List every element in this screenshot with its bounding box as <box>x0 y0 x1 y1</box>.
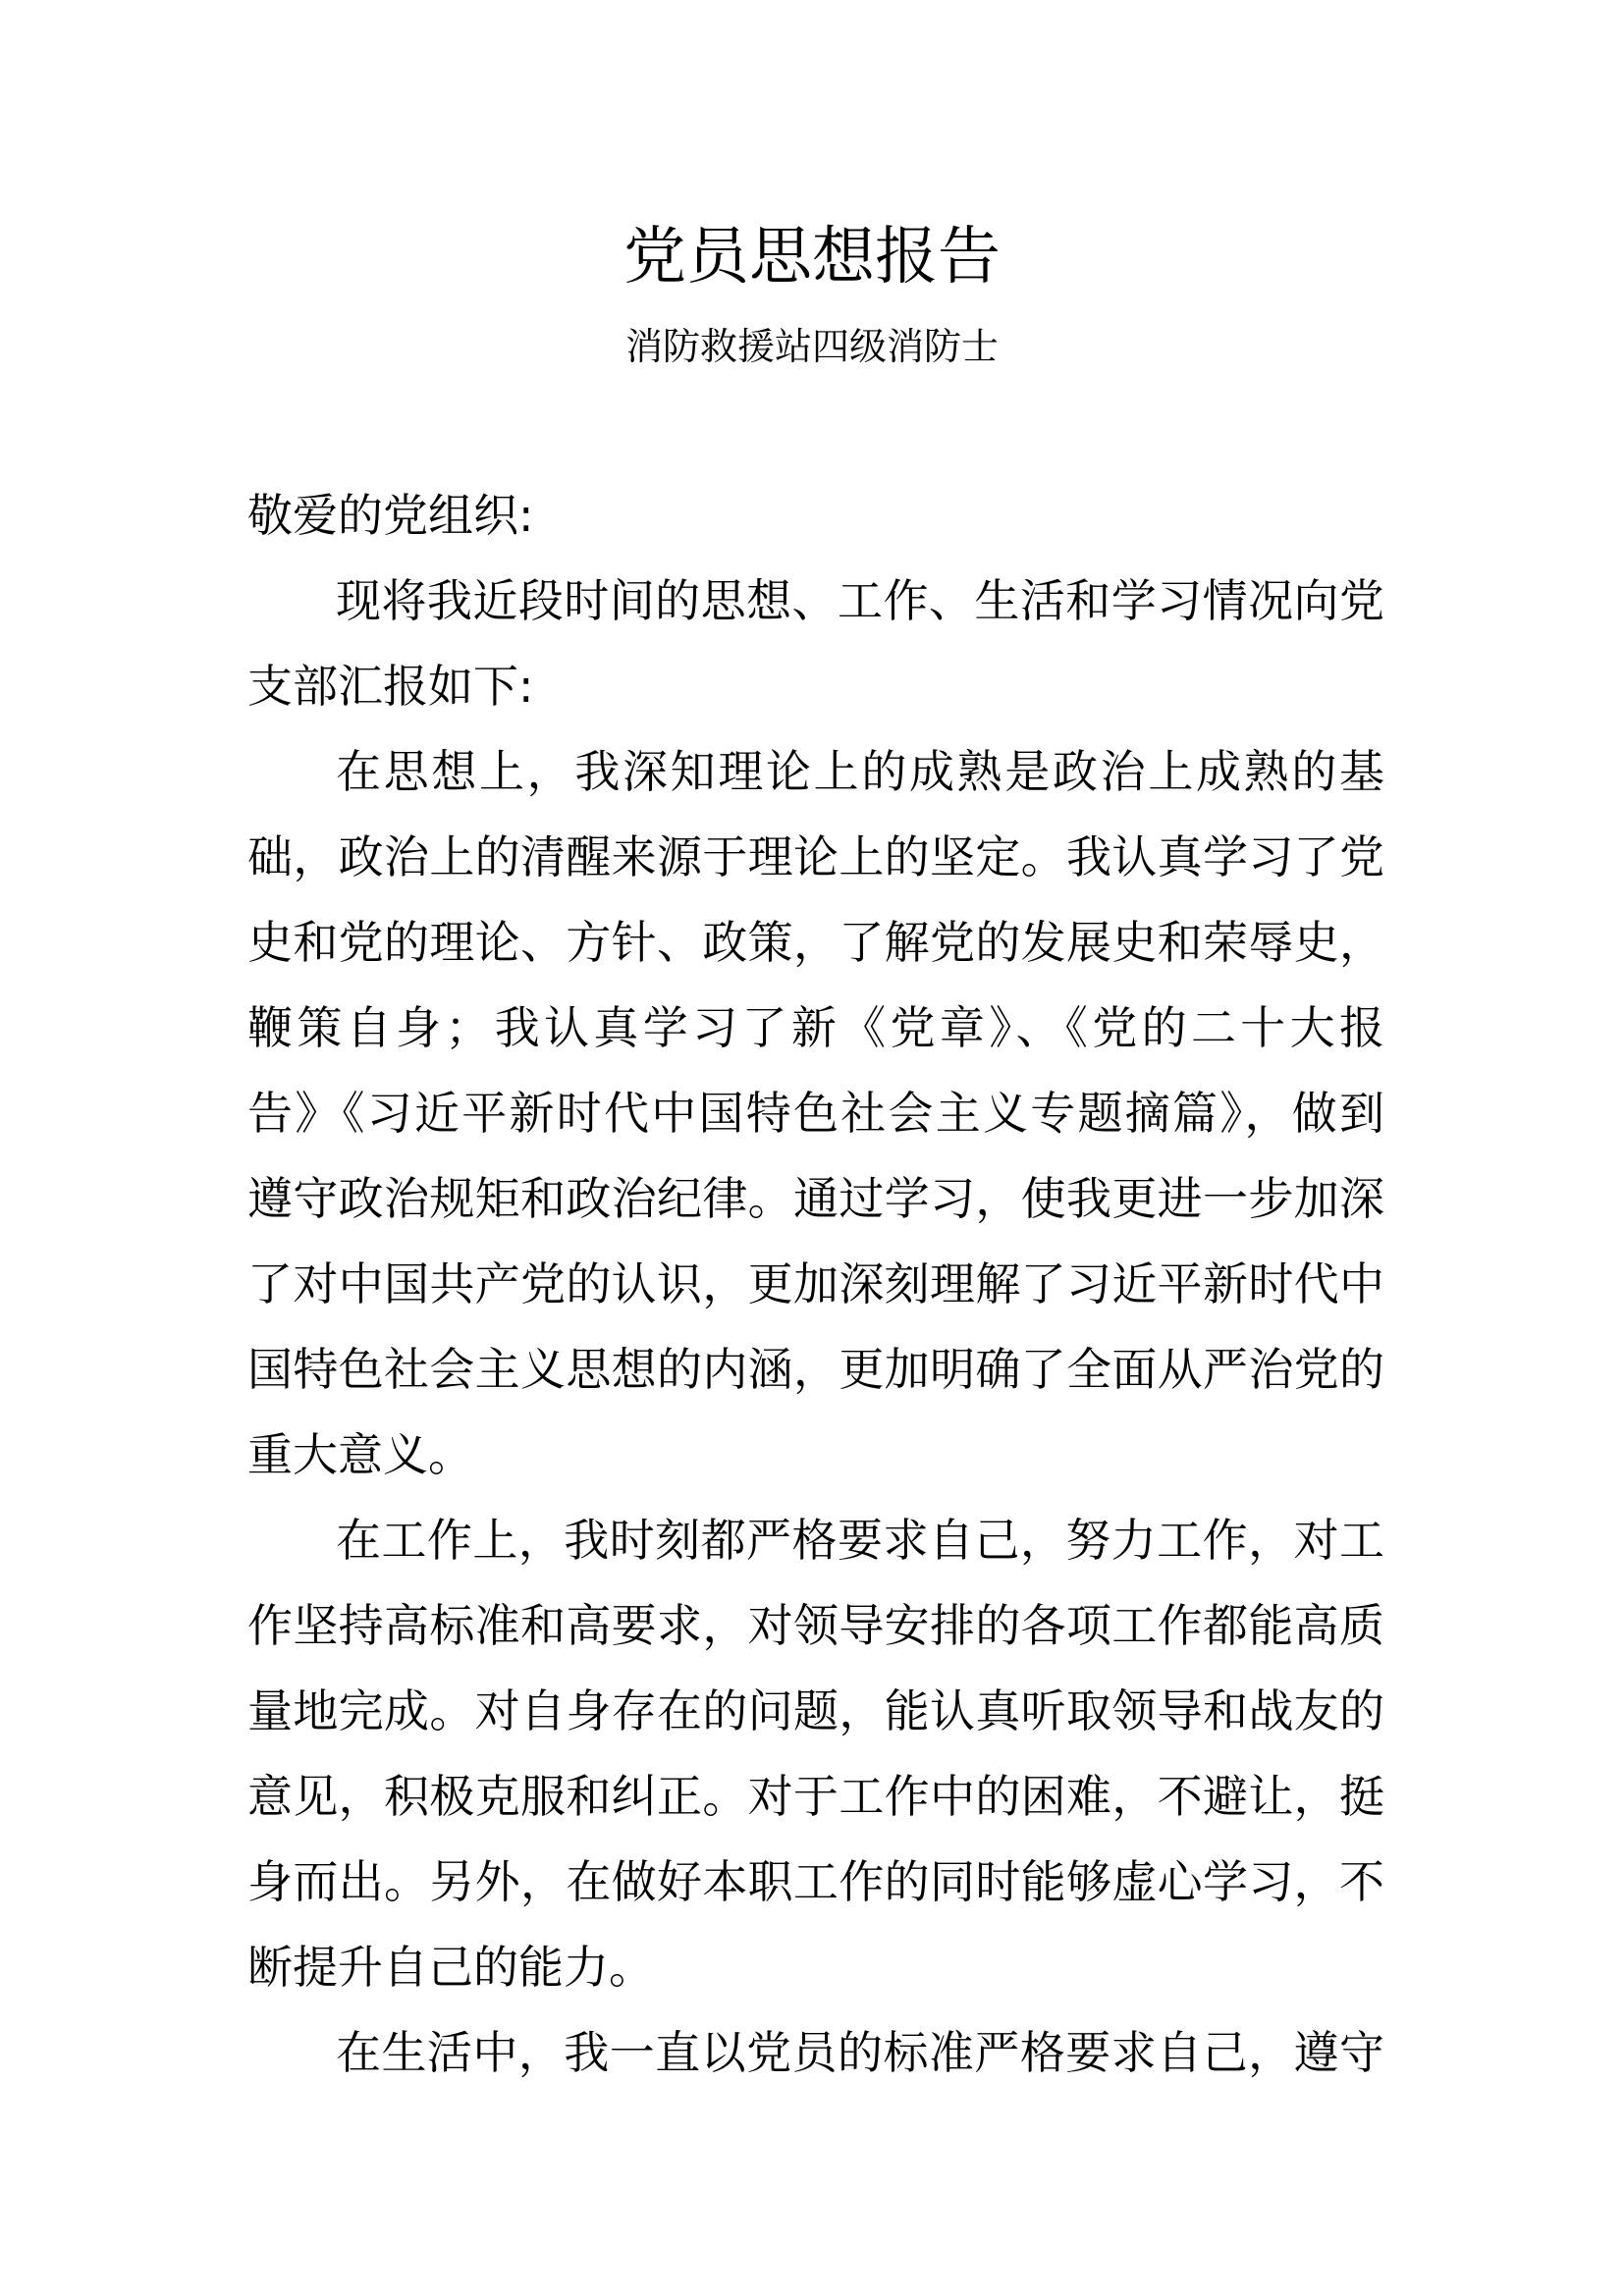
paragraph-2-line: 了对中国共产党的认识，更加深刻理解了习近平新时代中 <box>247 1257 1384 1310</box>
paragraph-4-line: 在生活中，我一直以党员的标准严格要求自己，遵守 <box>336 2026 1384 2079</box>
paragraph-2-line: 础，政治上的清醒来源于理论上的坚定。我认真学习了党 <box>247 830 1384 883</box>
paragraph-3-line: 量地完成。对自身存在的问题，能认真听取领导和战友的 <box>247 1684 1384 1737</box>
paragraph-2-line: 国特色社会主义思想的内涵，更加明确了全面从严治党的 <box>247 1343 1384 1396</box>
paragraph-2-line: 重大意义。 <box>247 1428 473 1481</box>
salutation: 敬爱的党组织: <box>247 489 534 542</box>
paragraph-2-line: 史和党的理论、方针、政策，了解党的发展史和荣辱史， <box>247 916 1384 969</box>
paragraph-2-line: 遵守政治规矩和政治纪律。通过学习，使我更进一步加深 <box>247 1172 1384 1225</box>
paragraph-3-line: 作坚持高标准和高要求，对领导安排的各项工作都能高质 <box>247 1599 1384 1652</box>
document-title: 党员思想报告 <box>623 221 1001 294</box>
paragraph-2-line: 在思想上，我深知理论上的成熟是政治上成熟的基 <box>336 745 1384 798</box>
paragraph-1-line: 现将我近段时间的思想、工作、生活和学习情况向党 <box>336 574 1384 627</box>
paragraph-2-line: 告》《习近平新时代中国特色社会主义专题摘篇》，做到 <box>247 1087 1384 1140</box>
paragraph-2-line: 鞭策自身；我认真学习了新《党章》、《党的二十大报 <box>247 1001 1384 1054</box>
paragraph-3-line: 意见，积极克服和纠正。对于工作中的困难，不避让，挺 <box>247 1770 1384 1823</box>
paragraph-3-line: 断提升自己的能力。 <box>247 1941 654 1994</box>
paragraph-3-line: 在工作上，我时刻都严格要求自己，努力工作，对工 <box>336 1514 1384 1567</box>
paragraph-1-line: 支部汇报如下: <box>247 660 534 713</box>
document-subtitle: 消防救援站四级消防士 <box>624 325 999 368</box>
paragraph-3-line: 身而出。另外，在做好本职工作的同时能够虚心学习，不 <box>247 1855 1384 1908</box>
